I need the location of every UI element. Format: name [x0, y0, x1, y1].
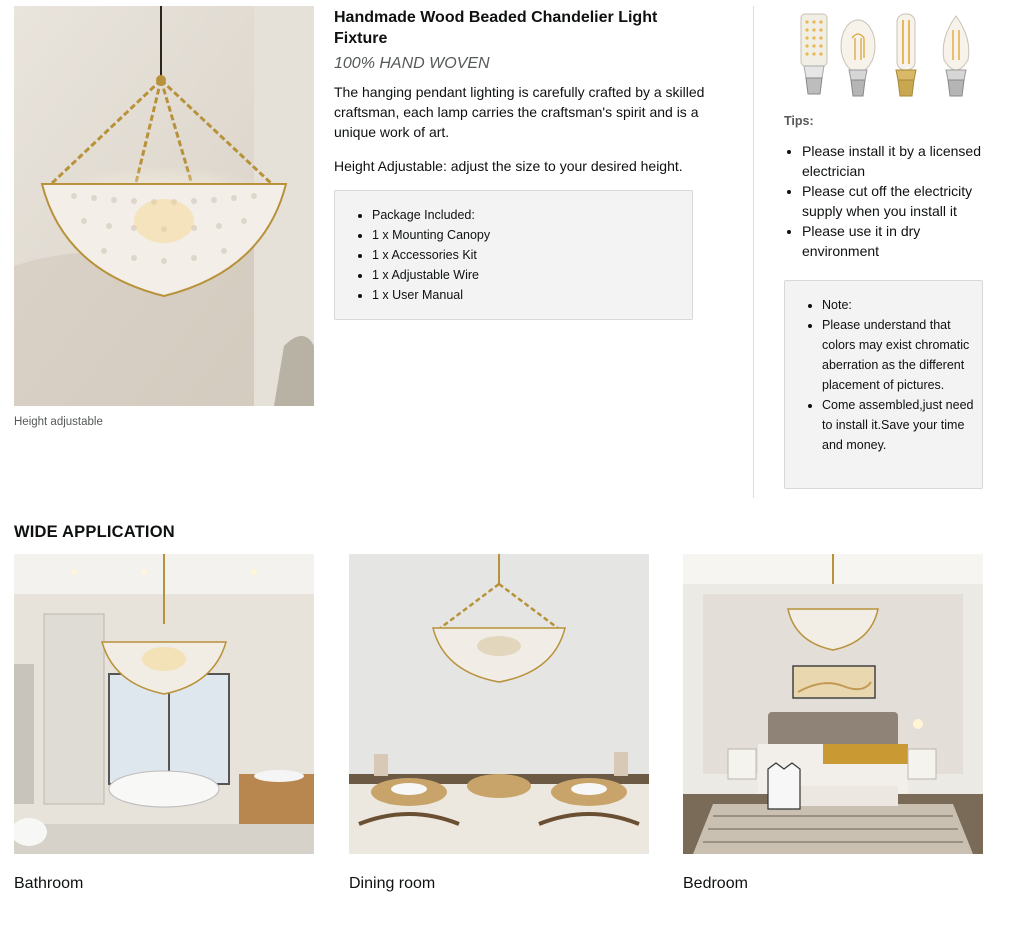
note-box [784, 280, 983, 489]
list-item: • Please understand that colors may exist chromatic aberration as the different placement of pictures. [822, 315, 974, 395]
light-bulbs-image[interactable] [796, 8, 982, 104]
tips-label: Tips: [784, 114, 814, 128]
section-title: WIDE APPLICATION [14, 523, 175, 541]
list-item: • Please use it in dry environment [802, 221, 989, 261]
package-list [355, 205, 692, 305]
dining-room-image[interactable] [349, 554, 649, 854]
bathroom-caption: Bathroom [14, 875, 84, 892]
list-item: • Come assembled,just need to install it.Save your time and money. [822, 395, 974, 455]
list-item: • 1 x User Manual [372, 285, 692, 305]
bedroom-caption: Bedroom [683, 875, 748, 892]
main-image-caption: Height adjustable [14, 416, 103, 428]
product-description: The hanging pendant lighting is carefully crafted by a skilled craftsman, each lamp carries the craftsman's spirit and is a unique work of art. [334, 84, 705, 140]
list-item: • 1 x Adjustable Wire [372, 265, 692, 285]
note-list [805, 295, 974, 455]
list-item: • Package Included: [372, 205, 692, 225]
bathroom-image[interactable] [14, 554, 314, 854]
product-subtitle: 100% HAND WOVEN [334, 55, 490, 72]
dining-room-caption: Dining room [349, 875, 436, 892]
column-divider [753, 6, 754, 498]
list-item: • 1 x Accessories Kit [372, 245, 692, 265]
list-item: • 1 x Mounting Canopy [372, 225, 692, 245]
list-item: • Note: [822, 295, 974, 315]
bedroom-image[interactable] [683, 554, 983, 854]
height-adjustable-text: Height Adjustable: adjust the size to your desired height. [334, 158, 683, 174]
list-item: • Please install it by a licensed electrician [802, 141, 989, 181]
package-included-box [334, 190, 693, 320]
tips-list [784, 141, 989, 261]
main-product-image[interactable] [14, 6, 314, 406]
product-title: Handmade Wood Beaded Chandelier Light Fixture [334, 9, 658, 47]
list-item: • Please cut off the electricity supply when you install it [802, 181, 989, 221]
